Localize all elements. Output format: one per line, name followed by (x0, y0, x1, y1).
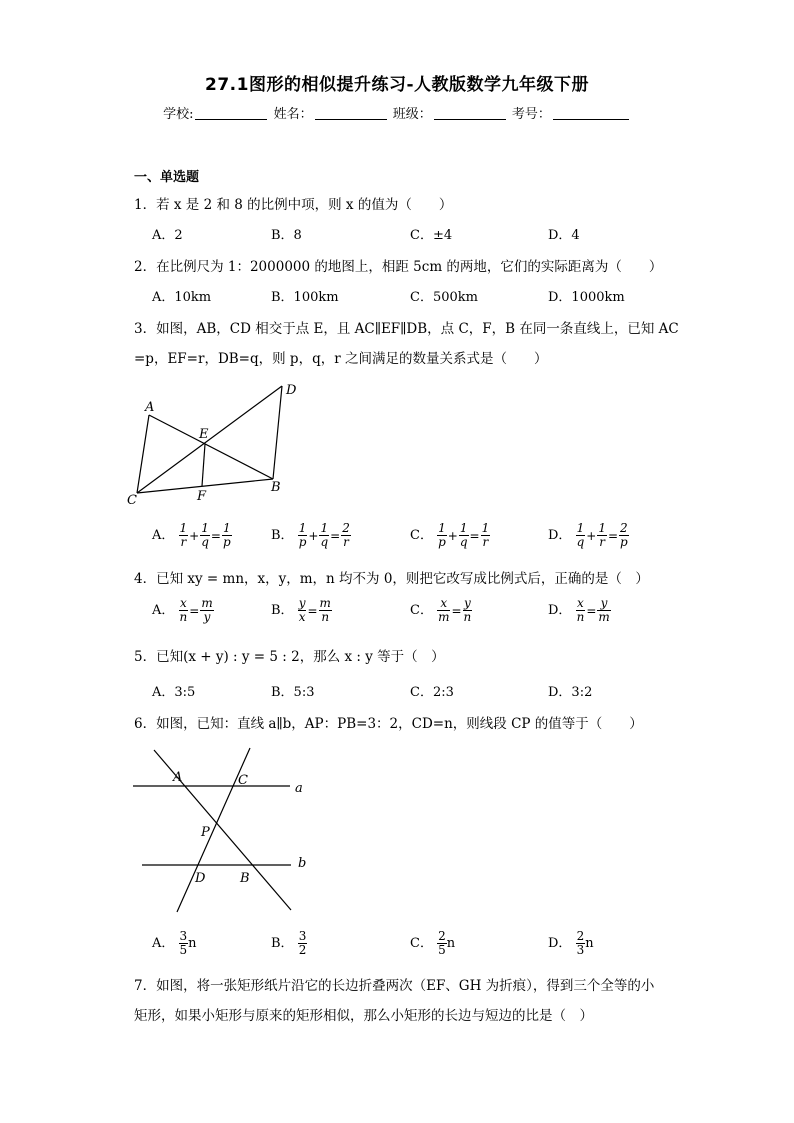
class-label: 班级： (392, 107, 432, 122)
q1-option-a[interactable]: A．2 (152, 228, 183, 243)
variable-n: n (188, 936, 197, 951)
equals-sign: = (189, 603, 200, 618)
q1-option-d[interactable]: D．4 (548, 228, 580, 243)
numerator: 1 (298, 521, 307, 535)
q4-option-d[interactable] (548, 597, 611, 624)
denominator: q (576, 535, 585, 549)
numerator: m (319, 596, 331, 610)
segment-ab (149, 415, 273, 479)
denominator: m (438, 610, 450, 624)
q6-option-d[interactable] (548, 930, 594, 957)
q6-option-b[interactable] (271, 930, 307, 957)
label-d: D (286, 383, 297, 398)
q3-option-c-label: C． (410, 528, 433, 543)
label-line-a: a (295, 781, 303, 796)
q6-option-a[interactable] (152, 930, 197, 957)
student-info-line (0, 103, 794, 122)
question-3-stem-line2: =p，EF=r，DB=q，则 p，q，r 之间满足的数量关系式是（ ） (134, 351, 548, 367)
numerator: y (464, 596, 471, 610)
id-blank (553, 106, 629, 120)
numerator: 1 (438, 521, 446, 535)
fraction (200, 597, 213, 624)
fraction (576, 597, 586, 624)
fraction (437, 522, 447, 549)
q4-option-d-label: D． (548, 603, 572, 618)
q3-option-b-label: B． (271, 528, 294, 543)
numerator: m (201, 596, 213, 610)
denominator: y (200, 610, 213, 624)
question-7-stem-line2: 矩形，如果小矩形与原来的矩形相似，那么小矩形的长边与短边的比是（ ） (134, 1008, 593, 1024)
q4-option-b-label: B． (271, 603, 294, 618)
plus-sign: + (189, 528, 200, 543)
equals-sign: = (586, 603, 597, 618)
q3-figure (125, 376, 310, 511)
variable-n: n (446, 936, 456, 951)
q6-option-c-label: C． (410, 936, 433, 951)
denominator: r (343, 535, 349, 549)
numerator: x (440, 596, 448, 610)
q6-option-b-label: B． (271, 936, 294, 951)
numerator: 2 (438, 929, 446, 943)
denominator: r (599, 535, 606, 549)
q3-option-d[interactable] (548, 522, 629, 549)
numerator: y (600, 596, 608, 610)
fraction (576, 522, 586, 549)
denominator: 5 (438, 943, 446, 957)
denominator: q (201, 535, 209, 549)
numerator: x (577, 596, 584, 610)
question-6-stem: 6．如图，已知：直线 a∥b，AP：PB=3：2，CD=n，则线段 CP 的值等于（ ） (134, 716, 643, 732)
fraction (341, 522, 351, 549)
q2-option-d[interactable]: D．1000km (548, 290, 625, 305)
question-2-stem: 2．在比例尺为 1：2000000 的地图上，相距 5cm 的两地，它们的实际距离为（ ） (134, 259, 663, 275)
segment-cd (137, 386, 282, 493)
denominator: n (179, 610, 188, 624)
numerator: 3 (298, 929, 307, 943)
numerator: 1 (481, 521, 490, 535)
q1-option-c[interactable]: C．±4 (410, 228, 453, 243)
q4-option-b[interactable] (271, 597, 332, 624)
question-3-stem-line1: 3．如图，AB，CD 相交于点 E，且 AC∥EF∥DB，点 C，F，B 在同一条直线上，已知 AC (134, 321, 679, 337)
denominator: p (620, 535, 628, 549)
fraction (319, 522, 329, 549)
equals-sign: = (451, 603, 462, 618)
q6-figure (128, 740, 328, 915)
numerator: 1 (320, 521, 329, 535)
numerator: x (180, 596, 187, 610)
q4-option-c[interactable] (410, 597, 472, 624)
question-1-stem: 1．若 x 是 2 和 8 的比例中项，则 x 的值为（ ） (134, 197, 453, 213)
denominator: q (320, 535, 329, 549)
plus-sign: + (586, 528, 597, 543)
denominator: m (598, 610, 610, 624)
equals-sign: = (330, 528, 341, 543)
fraction (200, 522, 210, 549)
fraction (222, 522, 232, 549)
label-line-b: b (298, 856, 307, 871)
q6-option-d-label: D． (548, 936, 572, 951)
segment-ac (137, 415, 149, 493)
q4-option-c-label: C． (410, 603, 433, 618)
equals-sign: = (307, 603, 318, 618)
numerator: 1 (576, 521, 585, 535)
numerator: 3 (179, 929, 188, 943)
denominator: p (222, 535, 231, 549)
denominator: n (576, 610, 585, 624)
q5-option-d[interactable]: D．3:2 (548, 685, 593, 700)
q3-option-b[interactable] (271, 522, 351, 549)
q3-option-d-label: D． (548, 528, 572, 543)
denominator: 5 (179, 943, 188, 957)
label-b: B (240, 871, 250, 886)
fraction (319, 597, 332, 624)
denominator: 3 (576, 943, 585, 957)
q1-option-b[interactable]: B．8 (271, 228, 302, 243)
school-label: 学校: (163, 107, 194, 122)
label-f: F (197, 489, 207, 504)
fraction (298, 930, 308, 957)
q5-option-c[interactable]: C．2:3 (410, 685, 454, 700)
section-heading: 一、单选题 (134, 170, 200, 185)
segment-ef (202, 444, 205, 486)
equals-sign: = (469, 528, 480, 543)
label-a: A (173, 770, 183, 785)
q6-option-c[interactable] (410, 930, 455, 957)
denominator: r (482, 535, 489, 549)
numerator: 2 (620, 521, 628, 535)
fraction (298, 522, 308, 549)
q4-option-a-label: A． (152, 603, 175, 618)
fraction (437, 930, 447, 957)
q2-option-b[interactable]: B．100km (271, 290, 339, 305)
school-blank (195, 106, 267, 120)
label-e: E (199, 427, 209, 442)
numerator: 1 (201, 521, 209, 535)
denominator: p (298, 535, 307, 549)
equals-sign: = (607, 528, 619, 543)
question-4-stem: 4．已知 xy = mn，x，y，m，n 均不为 0，则把它改写成比例式后，正确的是（ ） (134, 571, 649, 587)
numerator: y (298, 596, 306, 610)
numerator: 1 (223, 521, 231, 535)
equals-sign: = (210, 528, 221, 543)
numerator: 1 (598, 521, 606, 535)
page-title: 27.1图形的相似提升练习-人教版数学九年级下册 (205, 75, 589, 95)
q3-option-c[interactable] (410, 522, 490, 549)
fraction (459, 522, 469, 549)
denominator: r (180, 535, 187, 549)
numerator: 2 (342, 521, 350, 535)
fraction (597, 522, 607, 549)
denominator: n (319, 610, 332, 624)
fraction (463, 597, 473, 624)
label-c: C (238, 773, 248, 788)
fraction (481, 522, 491, 549)
fraction (437, 597, 450, 624)
q4-option-a[interactable] (152, 597, 214, 624)
fraction (619, 522, 629, 549)
denominator: x (298, 610, 306, 624)
label-a: A (145, 400, 155, 415)
denominator: 2 (298, 943, 307, 957)
fraction (179, 522, 189, 549)
denominator: p (438, 535, 446, 549)
question-5-stem: 5．已知(x + y) : y = 5 : 2，那么 x : y 等于（ ） (134, 649, 445, 665)
name-blank (315, 106, 387, 120)
numerator: 1 (459, 521, 468, 535)
label-b: B (271, 480, 281, 495)
name-label: 姓名： (273, 107, 313, 122)
class-blank (434, 106, 506, 120)
variable-n: n (585, 936, 594, 951)
plus-sign: + (308, 528, 319, 543)
q5-option-b[interactable]: B．5:3 (271, 685, 315, 700)
label-c: C (127, 493, 137, 508)
q3-option-a-label: A． (152, 528, 175, 543)
segment-db (273, 386, 282, 479)
fraction (179, 597, 189, 624)
numerator: 2 (576, 929, 585, 943)
q2-option-c[interactable]: C．500km (410, 290, 478, 305)
q6-option-a-label: A． (152, 936, 175, 951)
denominator: q (459, 535, 468, 549)
label-p: P (201, 825, 210, 840)
fraction (597, 597, 610, 624)
numerator: 1 (179, 521, 188, 535)
fraction (298, 597, 307, 624)
fraction (179, 930, 189, 957)
q5-option-a[interactable]: A．3:5 (152, 685, 196, 700)
q3-option-a[interactable] (152, 522, 232, 549)
id-label: 考号： (511, 107, 551, 122)
q2-option-a[interactable]: A．10km (152, 290, 212, 305)
question-7-stem-line1: 7．如图，将一张矩形纸片沿它的长边折叠两次（EF、GH 为折痕），得到三个全等的小 (134, 978, 655, 994)
label-d: D (195, 871, 206, 886)
fraction (576, 930, 586, 957)
denominator: n (463, 610, 472, 624)
plus-sign: + (447, 528, 458, 543)
